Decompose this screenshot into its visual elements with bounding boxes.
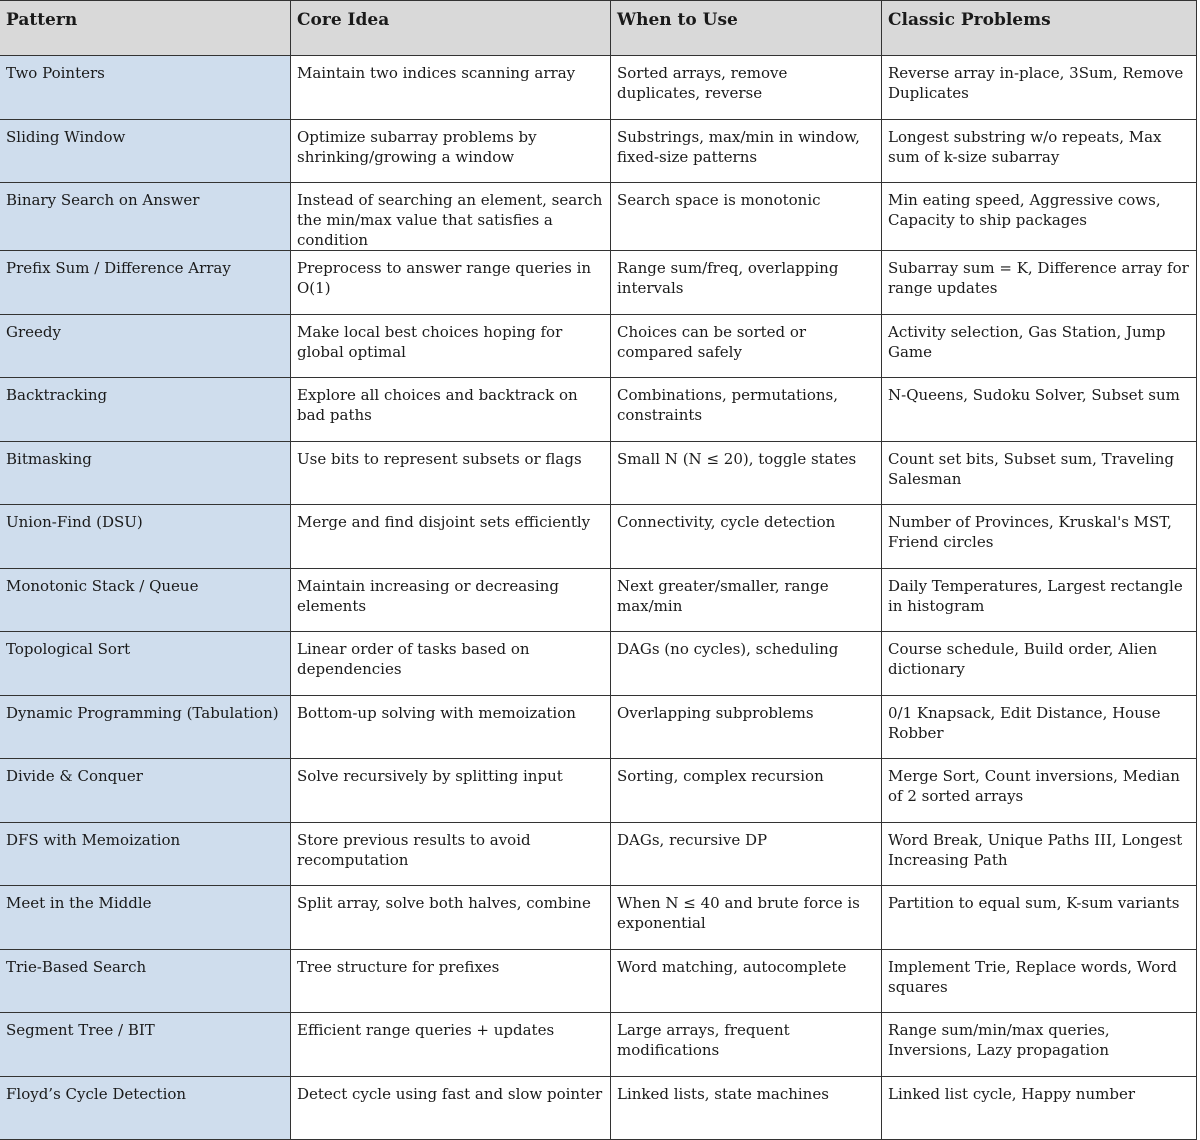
classic-problems-cell: Merge Sort, Count inversions, Median of 2 sorted arrays bbox=[882, 759, 1197, 823]
when-to-use-cell: Sorting, complex recursion bbox=[611, 759, 882, 823]
when-to-use-cell: Large arrays, frequent modifications bbox=[611, 1013, 882, 1077]
table-row bbox=[0, 505, 1197, 569]
pattern-cell: Sliding Window bbox=[0, 119, 291, 183]
when-to-use-cell: Search space is monotonic bbox=[611, 183, 882, 251]
classic-problems-cell: Linked list cycle, Happy number bbox=[882, 1076, 1197, 1140]
header-pattern: Pattern bbox=[0, 1, 291, 56]
when-to-use-cell: Connectivity, cycle detection bbox=[611, 505, 882, 569]
when-to-use-cell: DAGs, recursive DP bbox=[611, 822, 882, 886]
core-idea-cell: Store previous results to avoid recomputation bbox=[291, 822, 611, 886]
core-idea-cell: Explore all choices and backtrack on bad paths bbox=[291, 378, 611, 442]
when-to-use-cell: Sorted arrays, remove duplicates, reverse bbox=[611, 56, 882, 120]
pattern-cell: Binary Search on Answer bbox=[0, 183, 291, 251]
core-idea-cell: Bottom-up solving with memoization bbox=[291, 695, 611, 759]
classic-problems-cell: Partition to equal sum, K-sum variants bbox=[882, 886, 1197, 950]
core-idea-cell: Merge and find disjoint sets efficiently bbox=[291, 505, 611, 569]
when-to-use-cell: Small N (N ≤ 20), toggle states bbox=[611, 441, 882, 505]
table-row bbox=[0, 251, 1197, 315]
classic-problems-cell: Implement Trie, Replace words, Word squares bbox=[882, 949, 1197, 1013]
when-to-use-cell: Overlapping subproblems bbox=[611, 695, 882, 759]
table-row bbox=[0, 441, 1197, 505]
pattern-cell: Trie-Based Search bbox=[0, 949, 291, 1013]
classic-problems-cell: Daily Temperatures, Largest rectangle in histogram bbox=[882, 568, 1197, 632]
pattern-cell: DFS with Memoization bbox=[0, 822, 291, 886]
table-row bbox=[0, 759, 1197, 823]
classic-problems-cell: N-Queens, Sudoku Solver, Subset sum bbox=[882, 378, 1197, 442]
pattern-cell: Floyd’s Cycle Detection bbox=[0, 1076, 291, 1140]
core-idea-cell: Split array, solve both halves, combine bbox=[291, 886, 611, 950]
table-row bbox=[0, 378, 1197, 442]
core-idea-cell: Optimize subarray problems by shrinking/growing a window bbox=[291, 119, 611, 183]
table-row bbox=[0, 886, 1197, 950]
core-idea-cell: Preprocess to answer range queries in O(1) bbox=[291, 251, 611, 315]
pattern-cell: Bitmasking bbox=[0, 441, 291, 505]
table-body bbox=[0, 56, 1197, 1140]
pattern-cell: Monotonic Stack / Queue bbox=[0, 568, 291, 632]
table-row bbox=[0, 314, 1197, 378]
classic-problems-cell: Course schedule, Build order, Alien dictionary bbox=[882, 632, 1197, 696]
classic-problems-cell: Subarray sum = K, Difference array for range updates bbox=[882, 251, 1197, 315]
table-row bbox=[0, 1013, 1197, 1077]
header-classic-problems: Classic Problems bbox=[882, 1, 1197, 56]
table-row bbox=[0, 822, 1197, 886]
pattern-cell: Prefix Sum / Difference Array bbox=[0, 251, 291, 315]
pattern-cell: Meet in the Middle bbox=[0, 886, 291, 950]
table-header bbox=[0, 1, 1197, 56]
when-to-use-cell: Next greater/smaller, range max/min bbox=[611, 568, 882, 632]
core-idea-cell: Efficient range queries + updates bbox=[291, 1013, 611, 1077]
classic-problems-cell: Longest substring w/o repeats, Max sum of k-size subarray bbox=[882, 119, 1197, 183]
core-idea-cell: Maintain two indices scanning array bbox=[291, 56, 611, 120]
pattern-cell: Segment Tree / BIT bbox=[0, 1013, 291, 1077]
when-to-use-cell: Combinations, permutations, constraints bbox=[611, 378, 882, 442]
classic-problems-cell: Activity selection, Gas Station, Jump Game bbox=[882, 314, 1197, 378]
classic-problems-cell: Word Break, Unique Paths III, Longest Increasing Path bbox=[882, 822, 1197, 886]
pattern-cell: Greedy bbox=[0, 314, 291, 378]
when-to-use-cell: Word matching, autocomplete bbox=[611, 949, 882, 1013]
core-idea-cell: Instead of searching an element, search the min/max value that satisfies a condition bbox=[291, 183, 611, 251]
when-to-use-cell: Range sum/freq, overlapping intervals bbox=[611, 251, 882, 315]
core-idea-cell: Linear order of tasks based on dependencies bbox=[291, 632, 611, 696]
table-row bbox=[0, 632, 1197, 696]
classic-problems-cell: Min eating speed, Aggressive cows, Capacity to ship packages bbox=[882, 183, 1197, 251]
pattern-cell: Divide & Conquer bbox=[0, 759, 291, 823]
when-to-use-cell: Linked lists, state machines bbox=[611, 1076, 882, 1140]
when-to-use-cell: DAGs (no cycles), scheduling bbox=[611, 632, 882, 696]
pattern-cell: Backtracking bbox=[0, 378, 291, 442]
pattern-cell: Dynamic Programming (Tabulation) bbox=[0, 695, 291, 759]
core-idea-cell: Solve recursively by splitting input bbox=[291, 759, 611, 823]
classic-problems-cell: Count set bits, Subset sum, Traveling Salesman bbox=[882, 441, 1197, 505]
header-row bbox=[0, 1, 1197, 56]
classic-problems-cell: 0/1 Knapsack, Edit Distance, House Robber bbox=[882, 695, 1197, 759]
classic-problems-cell: Reverse array in-place, 3Sum, Remove Duplicates bbox=[882, 56, 1197, 120]
when-to-use-cell: Choices can be sorted or compared safely bbox=[611, 314, 882, 378]
core-idea-cell: Maintain increasing or decreasing elements bbox=[291, 568, 611, 632]
table-row bbox=[0, 695, 1197, 759]
classic-problems-cell: Range sum/min/max queries, Inversions, Lazy propagation bbox=[882, 1013, 1197, 1077]
header-core-idea: Core Idea bbox=[291, 1, 611, 56]
core-idea-cell: Detect cycle using fast and slow pointer bbox=[291, 1076, 611, 1140]
when-to-use-cell: When N ≤ 40 and brute force is exponential bbox=[611, 886, 882, 950]
classic-problems-cell: Number of Provinces, Kruskal's MST, Friend circles bbox=[882, 505, 1197, 569]
table-row bbox=[0, 56, 1197, 120]
core-idea-cell: Tree structure for prefixes bbox=[291, 949, 611, 1013]
table-row bbox=[0, 949, 1197, 1013]
table-row bbox=[0, 1076, 1197, 1140]
core-idea-cell: Use bits to represent subsets or flags bbox=[291, 441, 611, 505]
header-when-to-use: When to Use bbox=[611, 1, 882, 56]
table-row bbox=[0, 568, 1197, 632]
table-row bbox=[0, 183, 1197, 251]
table-row bbox=[0, 119, 1197, 183]
pattern-cell: Topological Sort bbox=[0, 632, 291, 696]
pattern-cell: Two Pointers bbox=[0, 56, 291, 120]
when-to-use-cell: Substrings, max/min in window, fixed-size patterns bbox=[611, 119, 882, 183]
pattern-cell: Union-Find (DSU) bbox=[0, 505, 291, 569]
core-idea-cell: Make local best choices hoping for global optimal bbox=[291, 314, 611, 378]
